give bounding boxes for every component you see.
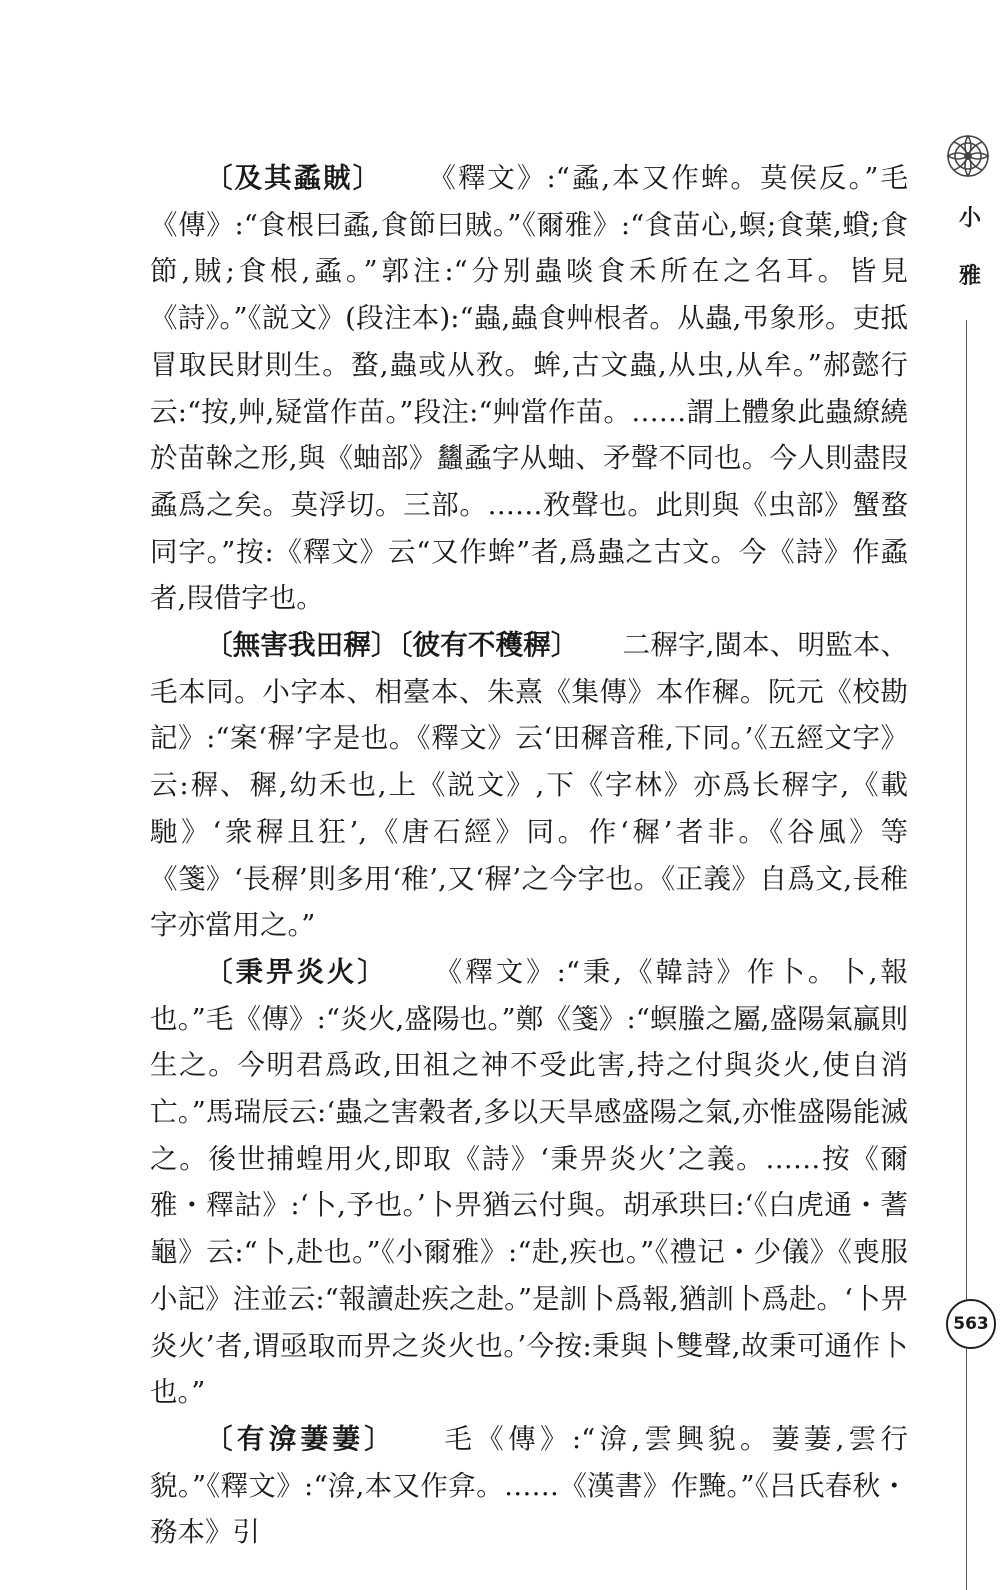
section-tab-char-1: 小: [958, 206, 981, 231]
entry-text: 《釋文》:“秉,《韓詩》作卜。卜,報也。”毛《傳》:“炎火,盛陽也。”鄭《箋》:“螟螣之屬,盛陽氣贏則生之。今明君爲政,田祖之神不受此害,持之付與炎火,使自消亡。”馬瑞辰云:‘蟲之害穀者,多以天旱感盛陽之氣,亦惟盛陽能滅之。後世捕蝗用火,即取《詩》‘秉畀炎火’之義。……按《爾雅・釋詁》:‘卜,予也。’卜畀猶云付與。胡承珙曰:‘《白虎通・蓍龜》云:“卜,赴也。”《小爾雅》:“赴,疾也。”《禮记・少儀》《喪服小記》注並云:“報讀赴疾之赴。”是訓卜爲報,猶訓卜爲赴。‘卜畀炎火’者,谓亟取而畀之炎火也。’今按:秉與卜雙聲,故秉可通作卜也。”: [150, 955, 909, 1409]
entry-headword: 〔無害我田稺〕〔彼有不穫稺〕: [205, 629, 579, 662]
section-tab-char-2: 雅: [958, 264, 981, 289]
entry-paragraph: [150, 155, 908, 622]
side-rule: [966, 320, 967, 1590]
entry-paragraph: [150, 622, 908, 949]
entry-text: 二稺字,閩本、明監本、毛本同。小字本、相臺本、朱熹《集傳》本作穉。阮元《校勘記》:“案‘稺’字是也。《釋文》云‘田穉音稚,下同。’《五經文字》云:稺、穉,幼禾也,上《説文》,下《字林》亦爲长稺字,《載馳》‘衆稺且狂’,《唐石經》同。作‘穉’者非。《谷風》等《箋》‘長稺’則多用‘稚’,又‘稺’之今字也。《正義》自爲文,長稚字亦當用之。”: [150, 629, 909, 942]
entry-headword: 〔及其蟊賊〕: [205, 162, 383, 194]
entry-paragraph: [150, 949, 908, 1416]
section-tab: [948, 190, 992, 306]
entry-paragraph: [150, 1416, 908, 1556]
commentary-body: [150, 155, 908, 1556]
entry-headword: 〔秉畀炎火〕: [205, 955, 388, 988]
entry-text: 《釋文》:“蟊,本又作蛑。莫侯反。”毛《傳》:“食根曰蟊,食節曰賊。”《爾雅》:“食苗心,螟;食葉,蟘;食節,賊;食根,蟊。”郭注:“分别蟲啖食禾所在之名耳。皆見《詩》。”《説文》(段注本):“蟲,蟲食艸根者。从蟲,弔象形。吏抵冒取民財則生。蝥,蟲或从敄。蛑,古文蟲,从虫,从牟。”郝懿行云:“按,艸,疑當作苗。”段注:“艸當作苗。……謂上體象此蟲繚繞於苗榦之形,與《蚰部》蠿蟊字从蚰、矛聲不同也。今人則盡叚蟊爲之矣。莫浮切。三部。……敄聲也。此則與《虫部》蟹蝥同字。”按:《釋文》云“又作蛑”者,爲蟲之古文。今《詩》作蟊者,叚借字也。: [150, 162, 908, 615]
entry-headword: 〔有渰萋萋〕: [205, 1422, 397, 1455]
ornament-icon: [930, 128, 1000, 184]
entry-text: 毛《傳》:“渰,雲興貌。萋萋,雲行貌。”《釋文》:“渰,本又作弇。……《漢書》作黤。”《吕氏春秋・務本》引: [150, 1422, 909, 1549]
page-number: 563: [946, 1299, 996, 1349]
